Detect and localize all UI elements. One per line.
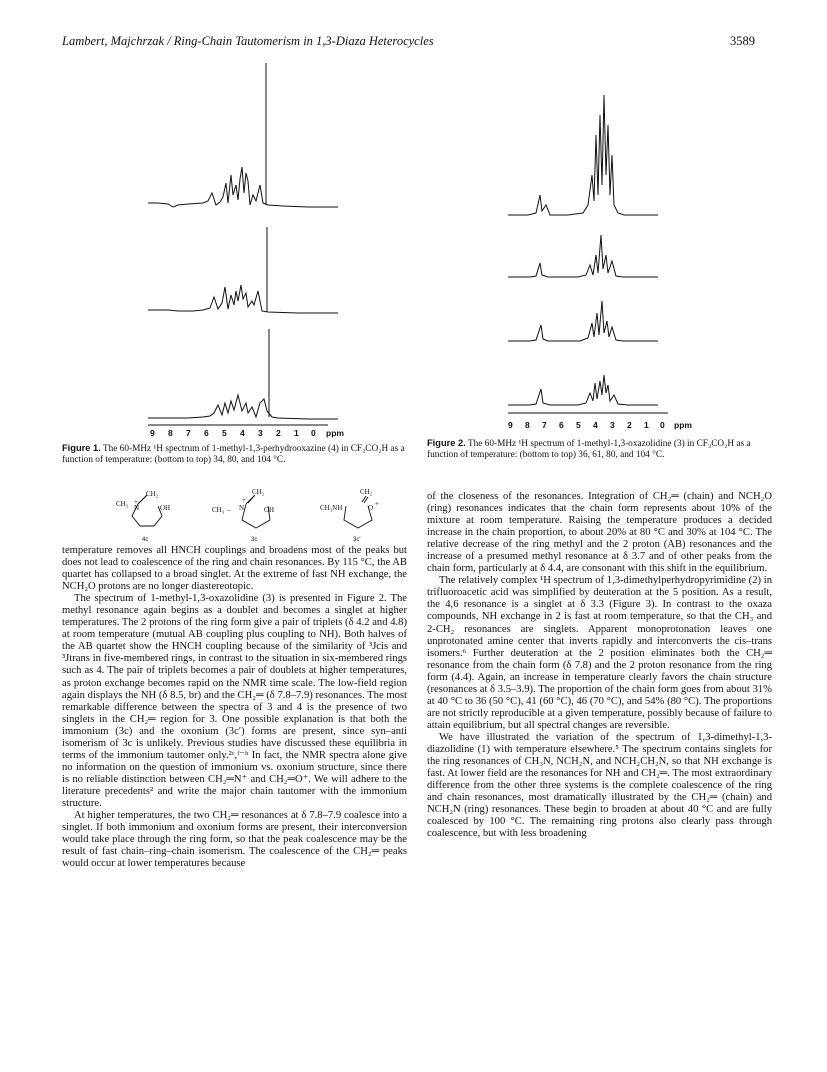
fig2-tick: 7 [542, 420, 547, 430]
fig2-tick: 2 [627, 420, 632, 430]
fig1-tick: 6 [204, 428, 209, 438]
fig1-axis-unit: ppm [326, 428, 344, 438]
fig2-trace-1 [508, 95, 658, 215]
fig1-tick: 8 [168, 428, 173, 438]
figure-2-spectra [508, 55, 698, 425]
right-paragraph: We have illustrated the variation of the spectrum of 1,3-dimethyl-1,3-diazolidine (1) with temperature elsewhere.⁵ The spectrum contains singlets for the ring resonances of CH₃N, NCH₂N, and NCH₂CH₂N, so that NH exchange is fast. At lower field are the resonances for NH and CH₂═. The most extraordinary difference from the other three systems is the complete coalescence of the ring and chain resonances, most dramatically illustrated by the CH₂═ (chain) and NCH₂N (ring) resonances. These begin to broaden at about 40 °C and are fully coalesced by 100 °C. The remaining ring protons also clearly pass through coalescence, but with less broadening [427, 731, 772, 840]
svg-text:CH₂: CH₂ [146, 490, 159, 498]
svg-text:CH₃: CH₃ [212, 506, 225, 514]
svg-text:+: + [375, 500, 379, 508]
svg-text:+: + [134, 498, 138, 506]
figure-1-plot [148, 55, 348, 435]
fig2-tick: 0 [660, 420, 665, 430]
structure-label-4c: 4c [142, 537, 149, 543]
fig2-tick: 4 [593, 420, 598, 430]
right-paragraph: of the closeness of the resonances. Integration of CH₂═ (chain) and NCH₂O (ring) resonances indicates that the chain form represents about 10% of the mixture at room temperature. Raising the temperature produces a decided increase in the chain proportion, to about 20% at 80 °C and 30% at 104 °C. The relative decrease of the ring methyl and the 2 proton (AB) resonances and the increase of a presumed methyl resonance at δ 3.7 and of other peaks from the chain form, particularly at δ 4.4, are consonant with this shift in the equilibrium. [427, 491, 772, 575]
fig1-tick: 7 [186, 428, 191, 438]
fig1-tick: 4 [240, 428, 245, 438]
fig2-tick: 9 [508, 420, 513, 430]
fig2-tick: 6 [559, 420, 564, 430]
svg-text:OH: OH [264, 506, 275, 514]
fig1-trace-top [148, 167, 338, 207]
running-title: Lambert, Majchrzak / Ring-Chain Tautomerism in 1,3-Diaza Heterocycles [62, 34, 434, 48]
svg-text:O: O [368, 504, 374, 512]
page-number: 3589 [730, 34, 755, 48]
right-paragraph: The relatively complex ¹H spectrum of 1,3-dimethylperhydropyrimidine (2) in trifluoroacetic acid was simplified by deuteration at the 5 position. As a result, the 4,6 resonance is a singlet at δ 3.3 (Figure 3). In contrast to the oxaza compounds, NH exchange in 2 is fast at room temperature, so that the CH₃ and 2-CH₂ resonances are singlets. Apparent monoprotonation leaves one unprotonated amine center that inverts rapidly and interconverts the cis–trans isomers.⁶ Further deuteration at the 2 position eliminates both the CH₂═ resonance from the chain form (δ 7.8) and the 2 proton resonance from the ring form (4.4). Again, an increase in temperature clearly favors the chain structure (resonances at δ 3.5–3.9). The proportion of the chain form goes from about 31% at 40 °C to 36 (50 °C), 41 (60 °C), 46 (70 °C), and 54% (80 °C). The proportions are not strictly reproducible at a given temperature, possibly because of failure to attain equilibrium, but all spectral changes are reversible. [427, 575, 772, 731]
fig2-trace-2 [508, 235, 658, 277]
figure-1-caption [62, 443, 407, 466]
svg-text:CH₃NH: CH₃NH [320, 504, 343, 512]
left-column [62, 545, 407, 870]
structures-drawing [96, 486, 426, 544]
fig1-tick: 2 [276, 428, 281, 438]
svg-text:OH: OH [160, 504, 171, 512]
chemical-structures [96, 486, 426, 544]
fig1-tick: 0 [311, 428, 316, 438]
figure-1-caption-label: Figure 1. [62, 443, 101, 453]
svg-text:–: – [227, 506, 231, 514]
fig1-trace-middle [148, 285, 338, 313]
fig1-trace-bottom [148, 395, 338, 419]
svg-text:CH₂: CH₂ [252, 488, 265, 496]
fig2-tick: 5 [576, 420, 581, 430]
svg-text:CH₂: CH₂ [360, 488, 373, 496]
figure-2-caption-label: Figure 2. [427, 438, 466, 448]
fig1-tick: 5 [222, 428, 227, 438]
structure-label-3c: 3c [251, 537, 258, 543]
svg-text:CH₃: CH₃ [116, 500, 129, 508]
fig1-tick: 1 [294, 428, 299, 438]
fig2-trace-3 [508, 301, 658, 341]
left-paragraph: At higher temperatures, the two CH₂═ resonances at δ 7.8–7.9 coalesce into a singlet. If both immonium and oxonium forms are present, their interconversion would take place through the ring form, so that the peak coalescence may be the result of fast chain–ring–chain isomerism. The coalescence of the CH₂═ peaks would occur at lower temperatures because [62, 810, 407, 870]
fig2-tick: 3 [610, 420, 615, 430]
left-paragraph: temperature removes all HNCH couplings and broadens most of the peaks but does not lead to coalescence of the ring and chain resonances. By 115 °C, the AB quartet has collapsed to a broad singlet. At the extreme of fast NH exchange, the NCH₂O protons are no longer diastereotopic. [62, 545, 407, 593]
fig2-axis-unit: ppm [674, 420, 692, 430]
fig2-tick: 1 [644, 420, 649, 430]
figure-1-spectra [148, 55, 348, 435]
figure-2-plot [508, 55, 698, 425]
figure-2-caption [427, 438, 772, 461]
svg-text:N: N [239, 504, 245, 512]
fig2-tick: 8 [525, 420, 530, 430]
figure-2-caption-text: The 60-MHz ¹H spectrum of 1-methyl-1,3-oxazolidine (3) in CF₃CO₂H as a function of temperature: (bottom to top) 36, 61, 80, and 104 °C. [427, 439, 751, 460]
fig2-trace-4 [508, 375, 658, 405]
fig1-tick: 9 [150, 428, 155, 438]
svg-text:N: N [134, 504, 140, 512]
left-paragraph: The spectrum of 1-methyl-1,3-oxazolidine (3) is presented in Figure 2. The methyl resonance again begins as a doublet and becomes a singlet at higher temperatures. The 2 protons of the ring form give a pair of triplets (δ 4.2 and 4.8) at room temperature (mutual AB coupling plus coupling to NH). Both halves of the AB quartet show the HNCH coupling because of the similarity of ³Jcis and ³Jtrans in five-membered rings, in contrast to the situation in six-membered rings such as 4. The pair of triplets becomes a pair of doublets at higher temperatures, as proton exchange becomes rapid on the NMR time scale. The low-field region again displays the NH (δ 8.5, br) and the CH₂═ (δ 7.8–7.9) resonances. The most remarkable difference between the spectra of 3 and 4 is the presence of two singlets in the CH₂═ region for 3. One possible explanation is that both the immonium (3c) and the oxonium (3c′) forms are present, since syn–anti isomerism of 3c is unlikely. Previous studies have discussed these equilibria in terms of the immonium tautomer only.²ᶜ,ᶠ⁻ʰ In fact, the NMR spectra alone give no information on the question of immonium vs. oxonium structure, since there is no reliable distinction between CH₂═N⁺ and CH₂═O⁺. We will adhere to the literature precedents² and write the major chain tautomer with the immonium structure. [62, 593, 407, 809]
structure-label-3c-prime: 3c' [353, 537, 361, 543]
right-column [427, 491, 772, 840]
svg-text:+: + [242, 496, 246, 504]
figure-1-caption-text: The 60-MHz ¹H spectrum of 1-methyl-1,3-perhydrooxazine (4) in CF₃CO₂H as a function of temperature: (bottom to top) 34, 80, and 104 °C. [62, 444, 405, 465]
fig1-tick: 3 [258, 428, 263, 438]
